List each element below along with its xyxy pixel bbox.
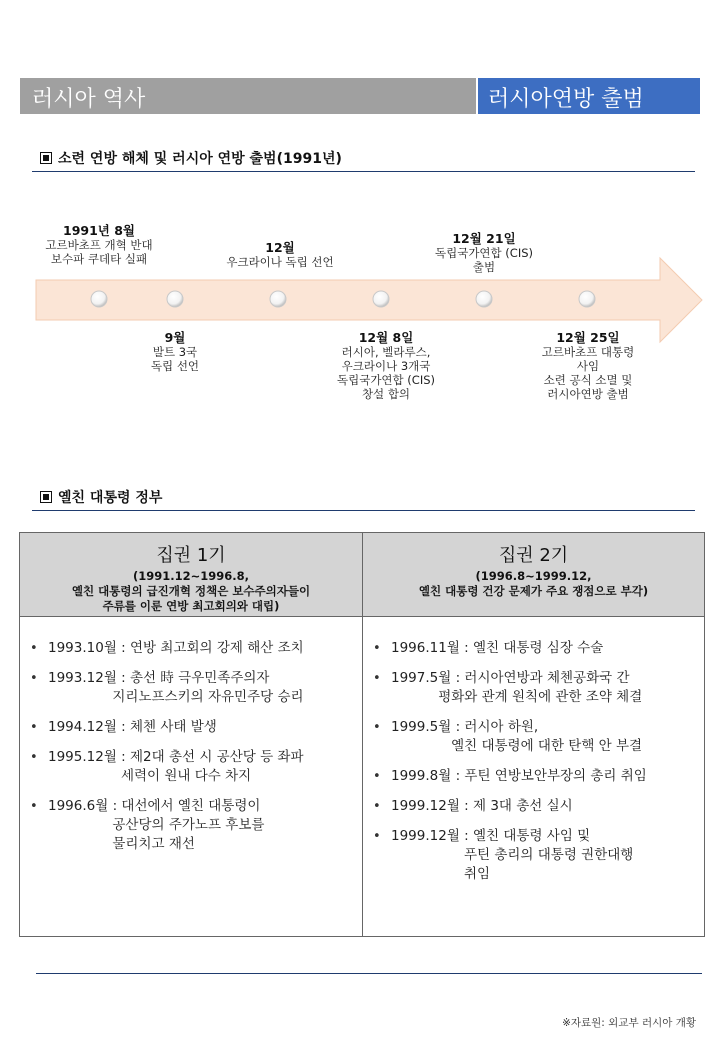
header-bar-right xyxy=(478,78,700,114)
term1-events xyxy=(20,617,362,865)
section-title-dissolution: 소련 연방 해체 및 러시아 연방 출범(1991년) xyxy=(40,148,342,168)
source-note: ※자료원: 외교부 러시아 개황 xyxy=(562,1017,696,1029)
timeline-event-6: 12월 25일 고르바초프 대통령 사임 소련 공식 소멸 및 러시아연방 출범 xyxy=(541,330,635,401)
timeline-event-2: 9월 발트 3국 독립 선언 xyxy=(150,330,200,373)
square-bullet-icon xyxy=(40,152,52,164)
timeline-marker-5 xyxy=(476,291,492,307)
term2-title: 집권 2기 xyxy=(498,545,569,566)
list-item: • 1993.10월 : 연방 최고회의 강제 해산 조치 xyxy=(20,639,362,658)
term2-header xyxy=(363,533,704,617)
timeline-event-1: 1991년 8월 고르바초프 개혁 반대 보수파 쿠데타 실패 xyxy=(45,223,153,266)
page-title: 러시아 역사 xyxy=(32,87,146,112)
list-item: • 1999.12월 : 제 3대 총선 실시 xyxy=(363,797,704,816)
list-item: • 1996.11월 : 옐친 대통령 심장 수술 xyxy=(363,639,704,658)
timeline-marker-4 xyxy=(373,291,389,307)
term1-title: 집권 1기 xyxy=(156,545,226,566)
timeline-marker-1 xyxy=(91,291,107,307)
square-bullet-icon xyxy=(40,491,52,503)
term1-header xyxy=(20,533,362,617)
section-divider xyxy=(32,171,695,172)
timeline-marker-3 xyxy=(270,291,286,307)
term2-period: (1996.8~1999.12, xyxy=(475,569,592,583)
timeline-event-4: 12월 8일 러시아, 벨라루스, 우크라이나 3개국 독립국가연합 (CIS) 창설 합의 xyxy=(336,330,436,401)
timeline-event-3: 12월 우크라이나 독립 선언 xyxy=(226,240,334,269)
yeltsin-government-table xyxy=(19,532,705,937)
term1-period: (1991.12~1996.8, xyxy=(132,569,250,583)
section-title-yeltsin: 옐친 대통령 정부 xyxy=(40,487,162,507)
timeline-marker-2 xyxy=(167,291,183,307)
list-item: • 1993.12월 : 총선 時 극우민족주의자 지리노프스키의 자유민주당 승리 xyxy=(20,669,362,707)
term2-events xyxy=(363,617,704,895)
footer-divider xyxy=(36,973,702,974)
list-item: • 1995.12월 : 제2대 총선 시 공산당 등 좌파 세력이 원내 다수 차지 xyxy=(20,748,362,786)
page-subtitle: 러시아연방 출범 xyxy=(488,87,644,112)
timeline-marker-6 xyxy=(579,291,595,307)
list-item: • 1996.6월 : 대선에서 옐친 대통령이 공산당의 주가노프 후보를 물리치고 재선 xyxy=(20,797,362,854)
list-item: • 1999.12월 : 옐친 대통령 사임 및 푸틴 총리의 대통령 권한대행 취임 xyxy=(363,827,704,884)
term2-subtitle: 옐친 대통령 건강 문제가 주요 쟁점으로 부각) xyxy=(418,584,649,598)
header-bar-left xyxy=(20,78,476,114)
timeline-event-5: 12월 21일 독립국가연합 (CIS) 출범 xyxy=(434,231,534,274)
section-divider xyxy=(32,510,695,511)
list-item: • 1999.5월 : 러시아 하원, 옐친 대통령에 대한 탄핵 안 부결 xyxy=(363,718,704,756)
term1-subtitle: 옐친 대통령의 급진개혁 정책은 보수주의자들이 주류를 이룬 연방 최고회의와 대립) xyxy=(71,584,311,613)
list-item: • 1997.5월 : 러시아연방과 체첸공화국 간 평화와 관계 원칙에 관한 조약 체결 xyxy=(363,669,704,707)
list-item: • 1994.12월 : 체첸 사태 발생 xyxy=(20,718,362,737)
list-item: • 1999.8월 : 푸틴 연방보안부장의 총리 취임 xyxy=(363,767,704,786)
